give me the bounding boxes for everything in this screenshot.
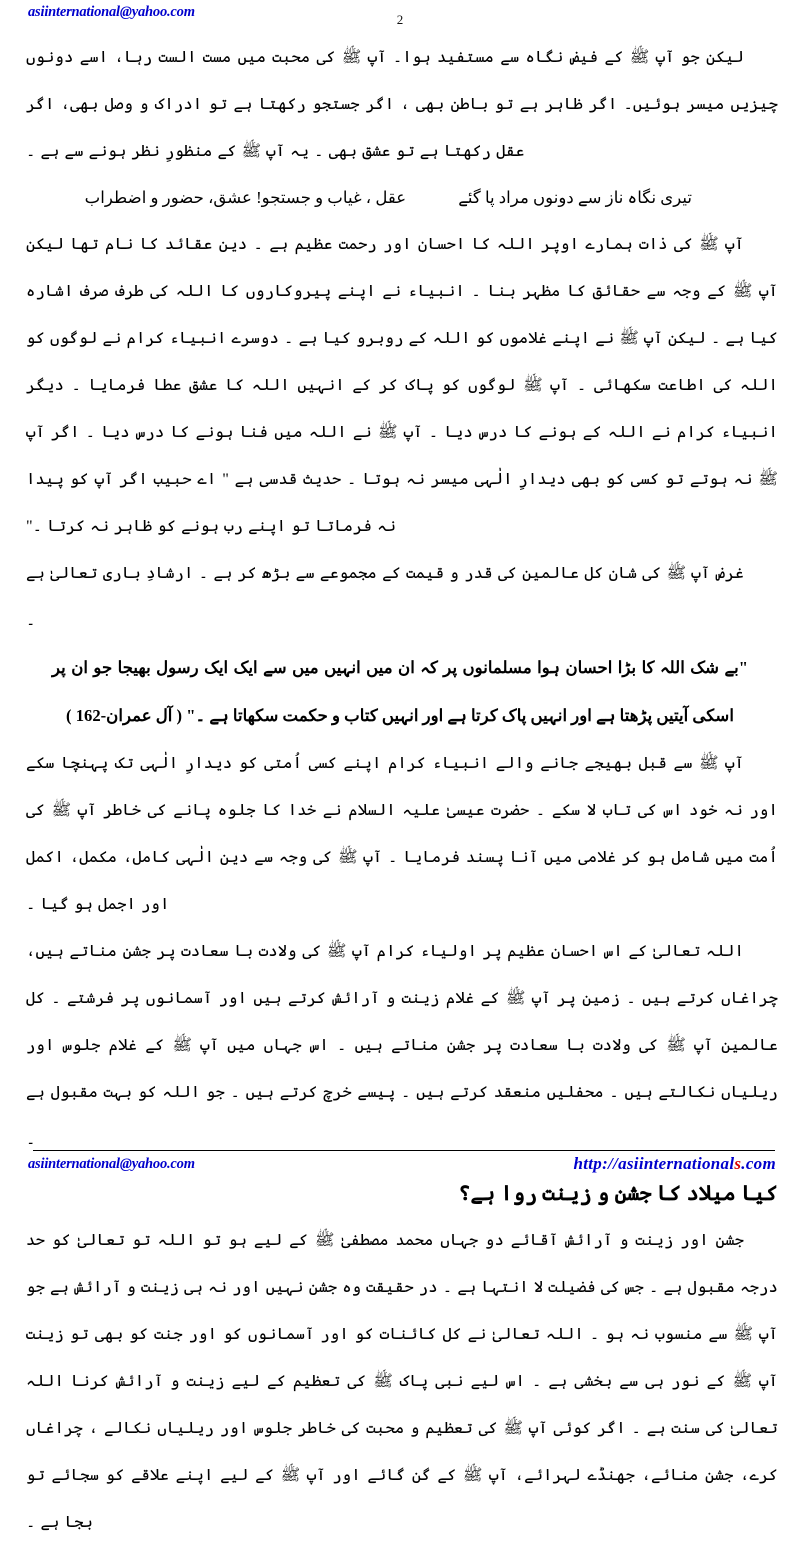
paragraph-1: لیکن جو آپ ﷺ کے فیض نگاہ سے مستفید ہوا۔ آپ ﷺ کی محبت میں مست الست رہا، اسے دونوں چیزیں میسر ہوئیں۔ اگر ظاہر ہے تو باطن بھی ، اگر جستجو رکھتا ہے تو ادراک و وصل بھی، اگر عقل رکھتا ہے تو عشق بھی ۔ یہ آپ ﷺ کے منظورِ نظر ہونے سے ہے ۔ <box>26 48 778 160</box>
section-heading: کیا میلاد کا جشن و زینت روا ہے؟ <box>458 1181 778 1205</box>
verse-couplet <box>26 175 778 221</box>
header-email-address: asiinternational@yahoo.com <box>28 4 195 20</box>
footer-url-accent-letter: s <box>734 1154 742 1173</box>
footer-email-address[interactable]: asiinternational@yahoo.com <box>28 1156 195 1172</box>
footer-website-url[interactable] <box>573 1154 776 1174</box>
paragraph-5: اللہ تعالیٰ کے اس احسان عظیم پر اولیاء کرام آپ ﷺ کی ولادت با سعادت پر جشن مناتے ہیں، چراغاں کرتے ہیں ۔ زمین پر آپ ﷺ کے غلام زینت و آرائش کرتے ہیں اور آسمانوں پر فرشتے ۔ کل عالمین آپ ﷺ کی ولادت با سعادت پر جشن مناتے ہیں ۔ اس جہاں میں آپ ﷺ کے غلام جلوس اور ریلیاں نکالتے ہیں ۔ محفلیں منعقد کرتے ہیں ۔ پیسے خرچ کرتے ہیں ۔ جو اللہ کو بہت مقبول ہے ۔ <box>26 942 778 1148</box>
paragraph-2: آپ ﷺ کی ذات ہمارے اوپر اللہ کا احسان اور رحمت عظیم ہے ۔ دین عقائد کا نام تھا لیکن آپ ﷺ کے وجہ سے حقائق کا مظہر بنا ۔ انبیاء نے اپنے پیروکاروں کا اللہ کی طرف صرف اشارہ کیا ہے ۔ لیکن آپ ﷺ نے اپنے غلاموں کو اللہ کے روبرو کیا ہے ۔ دوسرے انبیاء کرام نے لوگوں کو اللہ کی اطاعت سکھائی ۔ آپ ﷺ لوگوں کو پاک کر کے انہیں اللہ کا عشق عطا فرمایا ۔ دیگر انبیاء کرام نے اللہ کے ہونے کا درس دیا ۔ آپ ﷺ نے اللہ میں فنا ہونے کا درس دیا ۔ اگر آپ ﷺ نہ ہوتے تو کسی کو بھی دیدارِ الٰہی میسر نہ ہوتا ۔ حدیث قدسی ہے " اے حبیب اگر آپ کو پیدا نہ فرماتا تو اپنے رب ہونے کو ظاہر نہ کرتا ۔" <box>26 235 778 535</box>
quran-quote-reference: ( آل عمران-162 ) <box>66 706 183 725</box>
footer-divider <box>33 1150 775 1151</box>
page-header <box>0 4 800 34</box>
page-number: 2 <box>396 12 404 27</box>
quran-quote-block <box>26 644 778 740</box>
paragraph-4: آپ ﷺ سے قبل بھیجے جانے والے انبیاء کرام اپنے کسی اُمتی کو دیدارِ الٰہی تک پہنچا سکے اور نہ خود اس کی تاب لا سکے ۔ حضرت عیسیٰ علیہ السلام نے خدا کا جلوہ پانے کی خاطر آپ ﷺ کی اُمت میں شامل ہو کر غلامی میں آنا پسند فرمایا ۔ آپ ﷺ کی وجہ سے دین الٰہی کامل، مکمل، اکمل اور اجمل ہو گیا ۔ <box>26 754 778 913</box>
paragraph-6: جشن اور زینت و آرائش آقائے دو جہاں محمد مصطفیٰ ﷺ کے لیے ہو تو اللہ تو تعالیٰ کو حد درجہ مقبول ہے ۔ جس کی فضیلت لا انتہا ہے ۔ در حقیقت وہ جشن نہیں اور نہ ہی زینت و آرائش ہے جو آپ ﷺ سے منسوب نہ ہو ۔ اللہ تعالیٰ نے کل کائنات کو اور آسمانوں کو اور جنت کو بھی تو زینت آپ ﷺ کے نور ہی سے بخشی ہے ۔ اس لیے نبی پاک ﷺ کی تعظیم کے لیے زینت و آرائش کرنا اللہ تعالیٰ کی سنت ہے ۔ اگر کوئی آپ ﷺ کی تعظیم و محبت کی خاطر جلوس اور ریلیاں نکالے ، چراغاں کرے، جشن منائے، جھنڈے لہرائے، آپ ﷺ کے گن گائے اور آپ ﷺ کے لیے اپنے علاقے کو سجائے تو بجا ہے ۔ <box>26 1231 778 1531</box>
footer-url-prefix: http://asiinternational <box>573 1154 735 1173</box>
paragraph-3: غرض آپ ﷺ کی شان کل عالمین کی قدر و قیمت کے مجموعے سے بڑھ کر ہے ۔ ارشادِ باری تعالیٰ ہے ۔ <box>26 564 744 629</box>
page-footer <box>0 1136 800 1200</box>
verse-hemistich-left: عقل ، غیاب و جستجو! عشق، حضور و اضطراب <box>84 188 407 207</box>
footer-url-suffix: .com <box>741 1154 776 1173</box>
verse-hemistich-right: تیری نگاہ ناز سے دونوں مراد پا گئے <box>458 188 692 207</box>
quran-quote-text: "بے شک اللہ کا بڑا احسان ہوا مسلمانوں پر کہ ان میں انہیں میں سے ایک ایک رسول بھیجا جو ان پر اسکی آیتیں پڑھتا ہے اور انہیں پاک کرتا ہے اور انہیں کتاب و حکمت سکھاتا ہے ۔" <box>52 658 748 725</box>
